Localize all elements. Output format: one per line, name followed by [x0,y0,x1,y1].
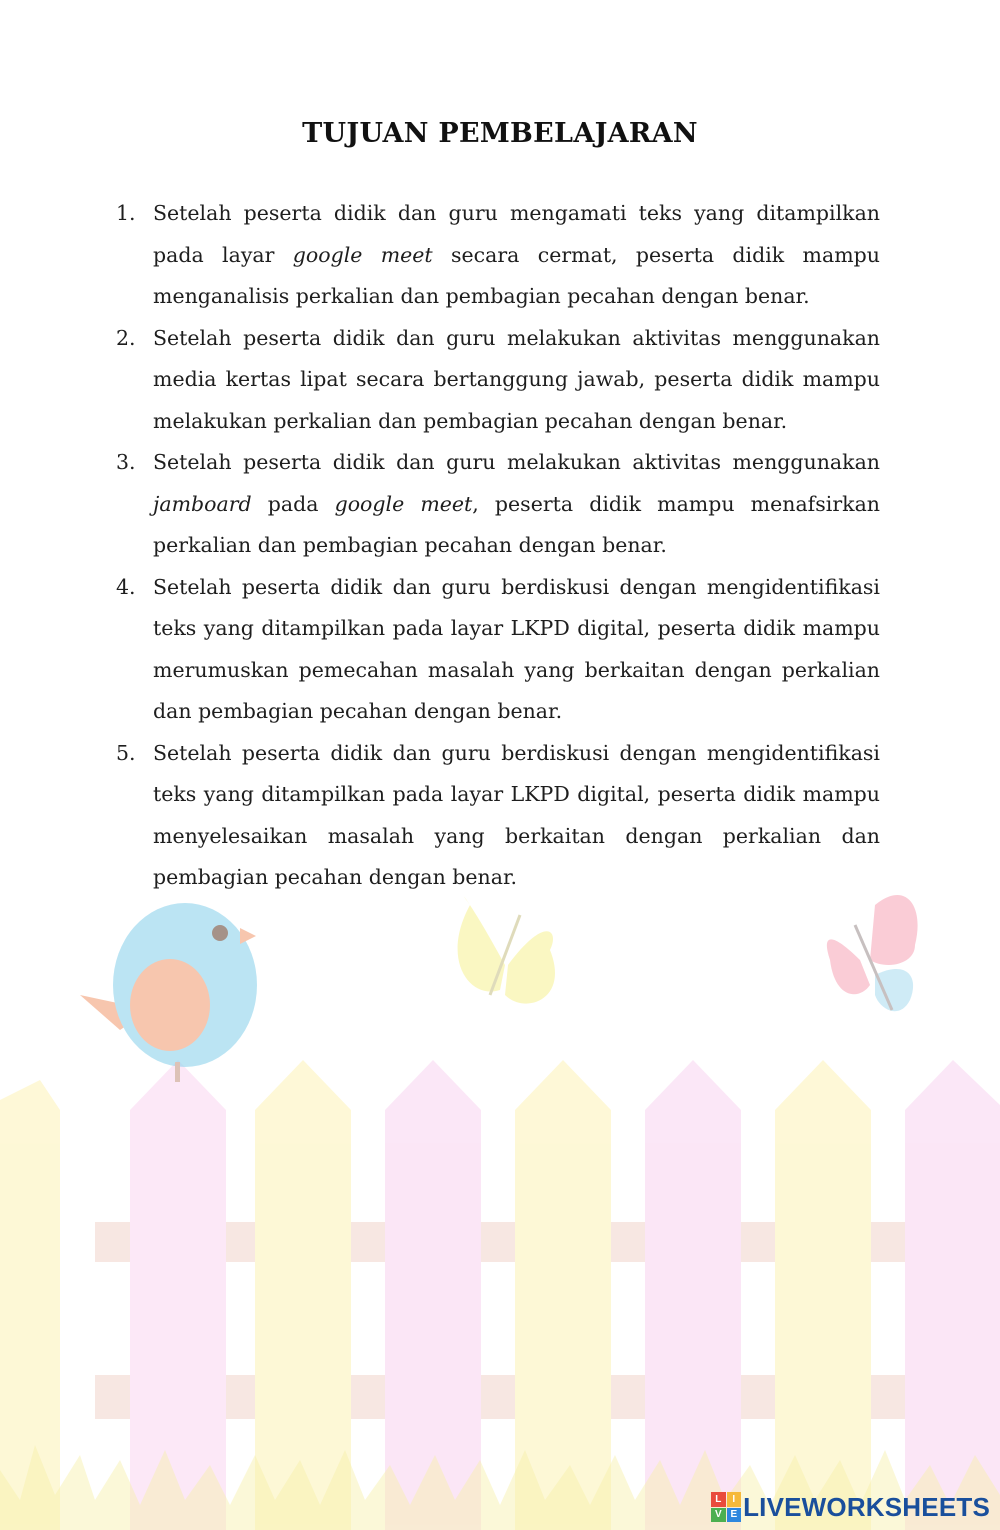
objective-text [153,450,880,557]
page-title: TUJUAN PEMBELAJARAN [302,118,698,149]
objective-text [153,741,880,890]
picket-fence [0,1060,1000,1530]
objective-number: 5. [116,740,136,765]
text-run: Setelah peserta didik dan guru melakukan aktivitas menggunakan [153,450,880,474]
logo-tile: V [711,1508,726,1523]
objective-text [153,201,880,308]
learning-objective [116,442,880,567]
learning-objective [116,733,880,899]
learning-objective [116,318,880,443]
bird-icon [80,903,257,1082]
objective-number: 3. [116,450,136,474]
liveworksheets-logo [711,1492,741,1522]
learning-objectives-list [116,193,880,899]
objective-text [153,326,880,433]
learning-objective [116,193,880,318]
italic-term: jamboard [153,491,252,516]
logo-tile: L [711,1492,726,1507]
italic-term: google meet [334,491,473,516]
text-run: Setelah peserta didik dan guru berdiskusi dengan mengidentifikasi teks yang ditampilkan pada layar LKPD digital, peserta didik mampu merumuskan pemecahan masalah yang berkaitan dengan perkalian dan pembagian pecahan dengan benar. [153,574,880,723]
text-run: pada [251,491,335,516]
objective-number: 1. [116,201,136,225]
text-run: Setelah peserta didik dan guru melakukan aktivitas menggunakan media kertas lipat secara bertanggung jawab, peserta didik mampu melakukan perkalian dan pembagian pecahan dengan benar. [153,325,880,433]
yellow-butterfly-icon [458,897,555,1004]
italic-term: google meet [292,242,433,267]
liveworksheets-brand [711,1490,990,1524]
text-run: Setelah peserta didik dan guru berdiskusi dengan mengidentifikasi teks yang ditampilkan pada layar LKPD digital, peserta didik mampu menyelesaikan masalah yang berkaitan dengan perkalian dan pembagian pecahan dengan benar. [153,740,880,889]
objective-number: 2. [116,325,136,350]
logo-tile: E [727,1508,742,1523]
learning-objective [116,567,880,733]
text-run: secara cermat, peserta didik mampu menganalisis perkalian dan pembagian pecahan dengan benar. [153,242,880,308]
brand-text: LIVEWORKSHEETS [743,1491,990,1522]
objective-number: 4. [116,574,136,599]
logo-tile: I [727,1492,742,1507]
objective-text [153,575,880,724]
text-run: , peserta didik mampu menafsirkan perkalian dan pembagian pecahan dengan benar. [153,491,880,557]
text-run: Setelah peserta didik dan guru mengamati teks yang ditampilkan pada layar [153,201,880,267]
pink-butterfly-icon [827,895,918,1011]
